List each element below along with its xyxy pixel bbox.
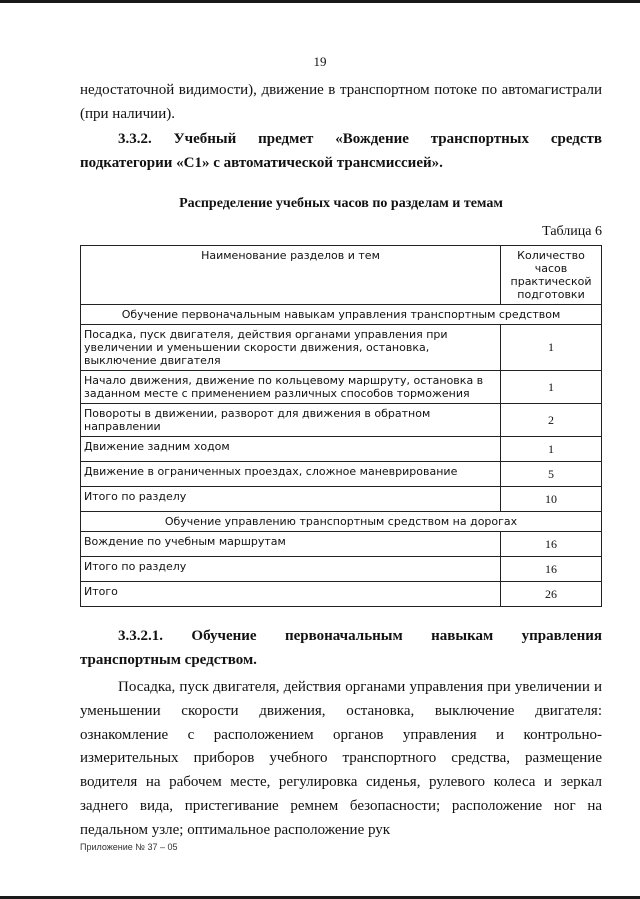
table-row [81, 462, 602, 487]
row-hours: 16 [501, 557, 602, 582]
row-hours: 2 [501, 404, 602, 437]
row-hours: 16 [501, 532, 602, 557]
row-hours: 10 [501, 487, 602, 512]
section-title: Обучение первоначальным навыкам управления транспортным средством [81, 305, 602, 325]
page-top-edge [0, 0, 640, 3]
subsection-heading: 3.3.2.1. Обучение первоначальным навыкам управления транспортным средством. [80, 628, 602, 668]
subject-heading: 3.3.2. Учебный предмет «Вождение транспортных средств подкатегории «С1» с автоматической трансмиссией». [80, 131, 602, 171]
table-row [81, 404, 602, 437]
row-name: Повороты в движении, разворот для движения в обратном направлении [81, 404, 501, 437]
intro-paragraph: недостаточной видимости), движение в транспортном потоке по автомагистрали (при наличии). [80, 82, 602, 122]
distribution-heading: Распределение учебных часов по разделам и темам [179, 196, 503, 211]
page-footer: Приложение № 37 – 05 [80, 842, 178, 852]
table-row [81, 557, 602, 582]
row-hours: 1 [501, 437, 602, 462]
table-label: Таблица 6 [542, 224, 602, 239]
section-row [81, 305, 602, 325]
table-row [81, 371, 602, 404]
row-hours: 1 [501, 371, 602, 404]
row-name: Начало движения, движение по кольцевому маршруту, остановка в заданном месте с применением различных способов торможения [81, 371, 501, 404]
section-row [81, 512, 602, 532]
total-name: Итого [81, 582, 501, 607]
row-name: Итого по разделу [81, 557, 501, 582]
page-number: 19 [313, 54, 327, 69]
section-title: Обучение управлению транспортным средством на дорогах [81, 512, 602, 532]
row-name: Вождение по учебным маршрутам [81, 532, 501, 557]
row-name: Итого по разделу [81, 487, 501, 512]
header-hours-cell: Количество часов практической подготовки [501, 246, 602, 305]
table-header-row [81, 246, 602, 305]
table-row [81, 437, 602, 462]
row-hours: 1 [501, 325, 602, 371]
header-name-cell: Наименование разделов и тем [81, 246, 501, 305]
total-row [81, 582, 602, 607]
row-hours: 5 [501, 462, 602, 487]
row-name: Посадка, пуск двигателя, действия органами управления при увеличении и уменьшении скорости движения, остановка, выключение двигателя [81, 325, 501, 371]
body-paragraph: Посадка, пуск двигателя, действия органами управления при увеличении и уменьшении скорости движения, остановка, выключение двигателя: ознакомление с расположением органов управления и контрольно-измерительных приборов учебного транспортного средства, размещение водителя на рабочем месте, регулировка сиденья, рулевого колеса и зеркал заднего вида, пристегивание ремнем безопасности; расположение ног на педальном узле; оптимальное расположение рук [80, 679, 602, 838]
hours-table [80, 245, 602, 607]
row-name: Движение в ограниченных проездах, сложное маневрирование [81, 462, 501, 487]
table-row [81, 325, 602, 371]
row-name: Движение задним ходом [81, 437, 501, 462]
table-row [81, 487, 602, 512]
table-row [81, 532, 602, 557]
total-hours: 26 [501, 582, 602, 607]
